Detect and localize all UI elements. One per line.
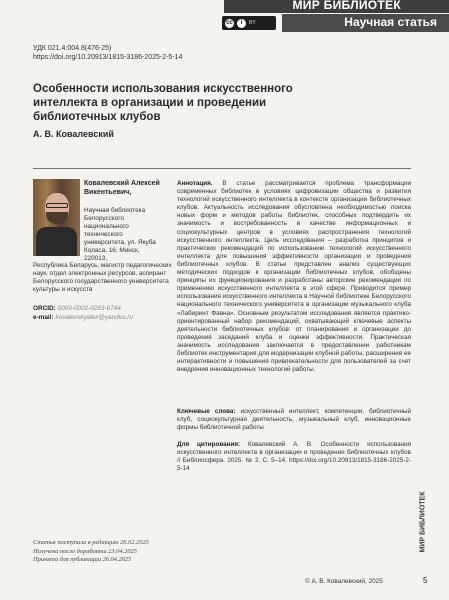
email-value[interactable]: kovalevskyalex@yandex.ru: [55, 314, 133, 321]
citation-label: Для цитирования:: [177, 441, 241, 448]
author-details: Республика Беларусь, магистр педагогических наук, отдел электронных ресурсов, аспирант Белорусского государственного университета культуры и искусств: [33, 262, 172, 293]
orcid-label: ORCID:: [33, 305, 56, 312]
keywords-label: Ключевые слова:: [177, 408, 236, 415]
journal-section-title: МИР БИБЛИОТЕК: [292, 0, 401, 12]
divider: [33, 168, 411, 169]
keywords-text: искусственный интеллект, компетенции, библиотечный клуб, социокультурная деятельность, музыкальный клуб, инновационные формы библиотечной работы: [177, 408, 411, 432]
page-number: 5: [423, 576, 428, 585]
author-name: Ковалевский Алексей Викентьевич,: [84, 180, 160, 196]
article-meta: [33, 44, 182, 62]
citation-text: Ковалевский А. В. Особенности использования искусственного интеллекта в организации и проведении библиотечных клубов // Библиосфера. 2025. № 2. С. 5–14. https://doi.org/10.20913/1815-3186-2025-2-5-14: [177, 441, 411, 473]
article-type-bar: [282, 14, 449, 32]
keywords: [177, 408, 411, 432]
doi-link[interactable]: https://doi.org/10.20913/1815-3186-2025-2-5-14: [33, 54, 183, 61]
udk-code: УДК 021.4:004.8(476-25): [33, 45, 112, 52]
abstract-text: В статье рассматривается проблема трансформации современных библиотек в условиях цифровизации общества и развития технологий искусственного интеллекта в контексте организации библиотечных клубов. Актуальность исследования обусловлена необходимостью поиска новых форм и методов работы библиотек, способных подтвердить их значимость и востребованность в качестве информационных и социокультурных центров в условиях распространения технологий искусственного интеллекта. Цель исследования – разработка принципов и практических рекомендаций по использованию технологий искусственного интеллекта для повышения эффективности организации и проведения библиотечных клубов. В статье представлен анализ существующих методических подходов к организации библиотечных клубов, обобщены принципы их функционирования и разработаны авторские рекомендации по применению искусственного интеллекта в этой сфере. Приводится пример использования искусственного интеллекта в Научной библиотеке Белорусского национального технического университета в организации музыкального клуба «Лабиринт Фавна». Основным результатом исследования является практико-ориентированный набор рекомендаций, охватывающий ключевые аспекты деятельности библиотечных клубов: от планирования и организации до проведения заседаний клуба и оценки эффективности. Практическая значимость исследования заключается в предоставлении работникам библиотек инструментария для модернизации клубной работы, расширения ее интерактивности и повышения привлекательности для пользователей за счет внедрения инновационных технологий работы.: [177, 180, 412, 374]
side-section-text: МИР БИБЛИОТЕК: [419, 491, 426, 553]
article-authors: А. В. Ковалевский: [33, 129, 114, 139]
article-type: Научная статья: [344, 15, 437, 29]
abstract: [177, 180, 411, 374]
date-received: Статья поступила в редакцию 26.02.2025: [33, 539, 149, 546]
copyright: © А. В. Ковалевский, 2025: [305, 578, 383, 585]
date-revised: Получена после доработки 23.04.2025: [33, 547, 137, 555]
author-affiliation: Научная библиотека Белорусского национального технического университета, ул. Якуба Коласа, 16, Минск, 220013,: [84, 207, 156, 262]
cc-by-icon: cc i BY: [222, 16, 276, 30]
side-section-label: [416, 482, 429, 562]
date-accepted: Принята для публикации 26.04.2025: [33, 556, 132, 564]
email-label: e-mail:: [33, 314, 54, 321]
citation: [177, 441, 411, 473]
article-title: Особенности использования искусственного интеллекта в организации и проведении библиотечных клубов: [33, 83, 293, 123]
author-identifiers: [33, 304, 133, 322]
orcid-value[interactable]: 0009-0002-0283-6744: [57, 305, 121, 312]
article-dates: [33, 539, 149, 565]
journal-section-bar: [224, 0, 449, 13]
abstract-label: Аннотация.: [177, 180, 213, 187]
author-photo: [33, 179, 80, 256]
